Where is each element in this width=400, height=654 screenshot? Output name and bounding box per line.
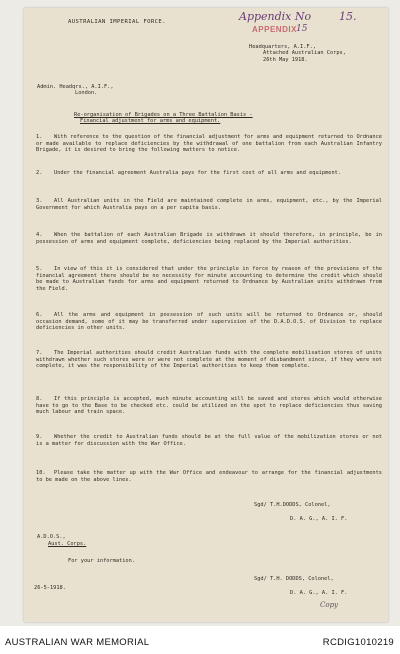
paragraph-number: 5. (36, 266, 43, 272)
paragraph-text: In view of this it is considered that under the principle in force by reason of the provisions of the financial agreement there should be no necessity for minute accounting to determine the credit which should be made to Australian funds for arms and equipment returned to Ordnance by Australian units withdrawn from the Field. (36, 266, 382, 292)
paragraph-number: 10. (36, 470, 46, 476)
handwritten-appendix-note: Appendix No (239, 10, 312, 23)
paragraph (36, 350, 382, 370)
cc-recipient: A.D.O.S., (37, 534, 66, 540)
paragraph-text: If this principle is accepted, much minute accounting will be saved and stores which would otherwise have to go to the Base to be checked etc. could be utilized on the spot to replace deficiencies thus saving much labour and train space. (36, 396, 382, 415)
cc-recipient: Aust. Corps. (48, 541, 87, 547)
paragraph (36, 312, 382, 332)
paragraph (36, 434, 382, 447)
subject-line: Financial adjustment for arms and equipment. (80, 118, 221, 125)
paragraph-text: All Australian units in the Field are maintained complete in arms, equipment, etc., by the Imperial Government for which Australia pays on a per capita basis. (36, 198, 382, 211)
paragraph (36, 396, 382, 416)
appendix-stamp: APPENDIX (252, 25, 297, 34)
handwritten-copy-mark: Copy (320, 601, 339, 609)
addressee-block (37, 84, 114, 97)
paragraph-text: Under the financial agreement Australia pays for the first cost of all arms and equipment. (54, 170, 342, 176)
paragraph-text: With reference to the question of the financial adjustment for arms and equipment returned to Ordnance or made available to replace deficiencies by the withdrawal of one battalion from each Australian Infantry Brigade, it is desired to bring the following matters to notice. (36, 134, 382, 153)
paragraph-number: 1. (36, 134, 43, 140)
paragraph-text: The Imperial authorities should credit Australian funds with the complete mobilisation stores of units withdrawn whether such stores were or were not complete at the moment of disbandment since, if they were not complete, it was the responsibility of the Imperial authorities to keep them complete. (36, 350, 382, 369)
paragraph-number: 3. (36, 198, 43, 204)
archive-name: AUSTRALIAN WAR MEMORIAL (5, 637, 150, 648)
paragraph-text: When the battalion of each Australian Brigade is withdrawn it should therefore, in principle, be in possession of arms and equipment complete, deficiencies being replaced by the Imperial authorities. (36, 232, 382, 245)
stamp-number: 15 (296, 24, 308, 34)
document-page (24, 8, 388, 622)
document-header-title: AUSTRALIAN IMPERIAL FORCE. (68, 19, 166, 25)
headquarters-block (249, 44, 346, 63)
addressee-line: London. (75, 90, 98, 97)
archive-footer (0, 630, 400, 654)
paragraph-text: All the arms and equipment in possession of such units will be returned to Ordnance or, should occasion demand, some of it may be transferred under supervision of the D.A.D.O.S. of Division to replace deficiencies in other units. (36, 312, 382, 331)
paragraph-number: 9. (36, 434, 43, 440)
hq-line: 26th May 1918. (263, 56, 308, 63)
signature-name: Sgd/ T.H. DODDS, Colonel, (254, 576, 334, 582)
document-date: 26-5-1918. (34, 585, 66, 591)
paragraph-number: 6. (36, 312, 43, 318)
paragraph-number: 2. (36, 170, 43, 176)
paragraph-text: Whether the credit to Australian funds should be at the full value of the mobilization stores or not is a matter for discussion with the War Office. (36, 434, 382, 447)
archive-item-id: RCDIG1010219 (322, 637, 394, 648)
paragraph (36, 170, 382, 177)
paragraph-number: 7. (36, 350, 43, 356)
subject-block (74, 112, 253, 125)
paragraph (36, 232, 382, 245)
signature-title: D. A. G., A. I. F. (290, 516, 348, 522)
addressee-line: Admin. Headqrs., A.I.F., (37, 84, 114, 90)
cc-note: For your information. (68, 558, 135, 564)
handwritten-appendix-number: 15. (339, 10, 357, 23)
subject-line: Re-organisation of Brigades on a Three Battalion Basis - (74, 112, 253, 118)
signature-name: Sgd/ T.H.DODDS, Colonel, (254, 502, 331, 508)
paragraph (36, 470, 382, 483)
signature-title: D. A. G., A. I. F. (290, 590, 348, 596)
paragraph (36, 198, 382, 211)
hq-line: Headquarters, A.I.F., (249, 44, 316, 50)
paragraph-text: Please take the matter up with the War Office and endeavour to arrange for the financial adjustments to be made on the above lines. (36, 470, 382, 483)
paragraph-number: 4. (36, 232, 43, 238)
paragraph-number: 8. (36, 396, 43, 402)
paragraph (36, 266, 382, 292)
paragraph (36, 134, 382, 154)
hq-line: Attached Australian Corps, (263, 50, 346, 57)
